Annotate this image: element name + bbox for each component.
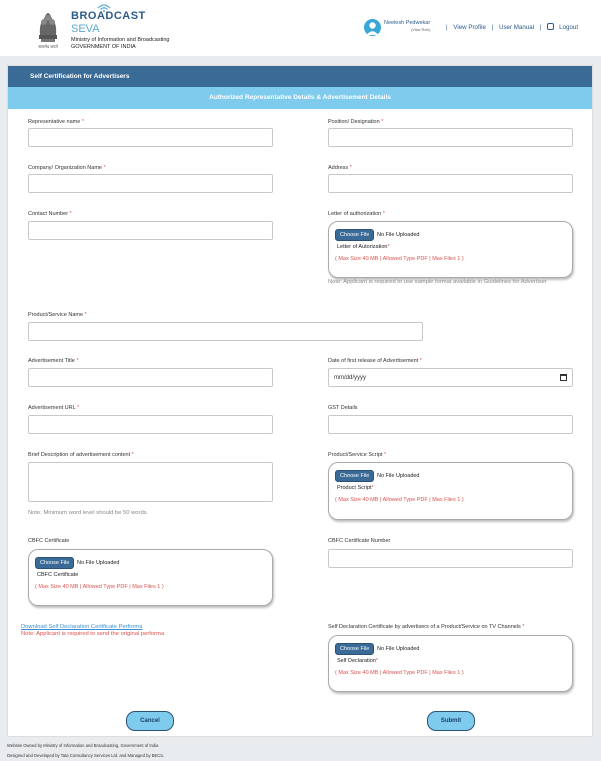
separator: | (539, 24, 542, 31)
authorization-note: Note: Applicant is required to use sample format available in Guidelines for Advertiser (328, 279, 547, 285)
user-avatar-icon[interactable] (364, 19, 381, 36)
script-choose-file-button[interactable]: Choose File (335, 470, 374, 482)
gst-details-label: GST Details (328, 405, 358, 411)
required-mark: * (84, 312, 87, 318)
national-emblem-icon (33, 9, 63, 51)
address-label (328, 165, 352, 171)
site-footer (7, 741, 164, 761)
panel-title: Self Certification for Advertisers (8, 66, 592, 87)
cbfc-choose-file-button[interactable]: Choose File (35, 557, 74, 569)
contact-number-input[interactable] (28, 221, 273, 240)
user-manual-link[interactable]: User Manual (498, 24, 535, 31)
cbfc-upload-label: CBFC Certificate (37, 572, 79, 578)
upload-rules: ( Max Size 40 MB | Allowed Type PDF | Max Files 1 ) (335, 497, 464, 503)
date-first-release-input[interactable] (328, 368, 573, 387)
logout-icon (547, 23, 554, 30)
upload-rules: ( Max Size 40 MB | Allowed Type PDF | Max Files 1 ) (335, 670, 464, 676)
required-mark: * (69, 211, 72, 217)
representative-name-label (28, 119, 84, 125)
section-title: Authorized Representative Details & Advertisement Details (8, 87, 592, 109)
address-input[interactable] (328, 174, 573, 193)
label-text: Letter of authorization (328, 211, 382, 217)
script-upload-label (337, 485, 374, 491)
label-text: Contact Number (28, 211, 69, 217)
brief-description-textarea[interactable] (28, 462, 273, 502)
required-mark: * (383, 452, 387, 458)
label-text: Company/ Organization Name (28, 165, 102, 171)
label-text: Letter of Autorization (337, 244, 388, 250)
user-name: Neelesh Pedwekar (384, 20, 431, 26)
performa-note: Note: Applicant is required to send the original performa (21, 631, 165, 637)
brand-subname: SEVA (71, 23, 100, 35)
calendar-icon[interactable] (560, 374, 567, 381)
brief-description-label (28, 452, 134, 458)
required-mark: * (387, 244, 390, 250)
required-mark: * (419, 358, 422, 364)
site-header (0, 0, 601, 56)
authorization-choose-file-button[interactable]: Choose File (335, 229, 374, 241)
label-text: Self Declaration (337, 658, 376, 664)
advertisement-title-label (28, 358, 78, 364)
label-text: Advertisement Title (28, 358, 75, 364)
product-service-script-label (328, 452, 386, 458)
brand-name: BROADCAST (71, 10, 146, 22)
submit-button[interactable]: Submit (427, 711, 475, 731)
date-first-release-label (328, 358, 422, 364)
label-text: Brief Description of advertisement content (28, 452, 131, 458)
self-declaration-label (328, 624, 524, 630)
description-note: Note: Minimum word level should be 50 words. (28, 510, 149, 516)
government-line: GOVERNMENT OF INDIA (71, 44, 136, 50)
footer-owner-text: Website Owned by Ministry of Information and Broadcasting, Government of India (7, 743, 159, 748)
product-service-name-label (28, 312, 87, 318)
gst-details-input[interactable] (328, 415, 573, 434)
cbfc-upload-box (28, 549, 273, 606)
required-mark: * (349, 165, 352, 171)
separator: | (491, 24, 494, 31)
cancel-button[interactable]: Cancel (126, 711, 174, 731)
representative-name-input[interactable] (28, 128, 273, 147)
required-mark: * (77, 405, 80, 411)
upload-rules: ( Max Size 40 MB | Allowed Type PDF | Max Files 1 ) (335, 256, 464, 262)
required-mark: * (371, 485, 374, 491)
required-mark: * (76, 358, 79, 364)
company-input[interactable] (28, 174, 273, 193)
label-text: Product/Service Name (28, 312, 84, 318)
no-file-text: No File Uploaded (77, 560, 120, 566)
label-text: Address (328, 165, 349, 171)
no-file-text: No File Uploaded (377, 232, 420, 238)
advertisement-title-input[interactable] (28, 368, 273, 387)
no-file-text: No File Uploaded (377, 646, 420, 652)
cbfc-certificate-number-label: CBFC Certificate Number (328, 538, 391, 544)
authorization-upload-box (328, 221, 573, 278)
label-text: Position/ Designation (328, 119, 380, 125)
required-mark: * (81, 119, 84, 125)
label-text: Date of first release of Advertisement (328, 358, 419, 364)
required-mark: * (382, 211, 385, 217)
upload-rules: ( Max Size 40 MB | Allowed Type PDF | Max Files 1 ) (35, 584, 164, 590)
contact-number-label (28, 211, 72, 217)
required-mark: * (522, 624, 525, 630)
self-declaration-choose-file-button[interactable]: Choose File (335, 643, 374, 655)
cbfc-certificate-number-input[interactable] (328, 549, 573, 568)
product-service-name-input[interactable] (28, 322, 423, 341)
label-text: Representative name (28, 119, 81, 125)
required-mark: * (375, 658, 378, 664)
label-text: Product Script (337, 485, 372, 491)
self-declaration-upload-label (337, 658, 378, 664)
authorization-upload-label (337, 244, 390, 250)
label-text: Self Declaration Certificate by advertisers of a Product/Service on TV Channels (328, 624, 521, 630)
letter-of-authorization-label (328, 211, 385, 217)
ministry-line: Ministry of Information and Broadcasting (71, 37, 170, 43)
cbfc-certificate-label: CBFC Certificate (28, 538, 70, 544)
advertisement-url-input[interactable] (28, 415, 273, 434)
date-placeholder: mm/dd/yyyy (334, 375, 367, 381)
label-text: Advertisement URL (28, 405, 76, 411)
position-input[interactable] (328, 128, 573, 147)
self-certification-panel (7, 65, 593, 737)
footer-developer-text: Designed and Developed by Tata Consultancy Services Ltd. and Managed by BECIL (7, 753, 164, 758)
company-label (28, 165, 106, 171)
script-upload-box (328, 462, 573, 520)
required-mark: * (103, 165, 106, 171)
required-mark: * (381, 119, 384, 125)
view-profile-link[interactable]: View Profile (453, 24, 486, 31)
logout-label: Logout (559, 24, 579, 31)
logout-link[interactable] (547, 24, 580, 31)
separator: | (446, 24, 448, 31)
advertisement-url-label (28, 405, 79, 411)
download-performa-link[interactable]: Download Self Declaration Certificate Performa (21, 624, 143, 630)
self-declaration-upload-box (328, 635, 573, 692)
ministry-text (71, 37, 169, 51)
user-role: (View Role) (411, 28, 431, 32)
label-text: Product/Service Script (328, 452, 383, 458)
no-file-text: No File Uploaded (377, 473, 420, 479)
required-mark: * (131, 452, 134, 458)
svg-text:सत्यमेव जयते: सत्यमेव जयते (38, 44, 58, 49)
top-links (444, 23, 582, 31)
position-label (328, 119, 383, 125)
